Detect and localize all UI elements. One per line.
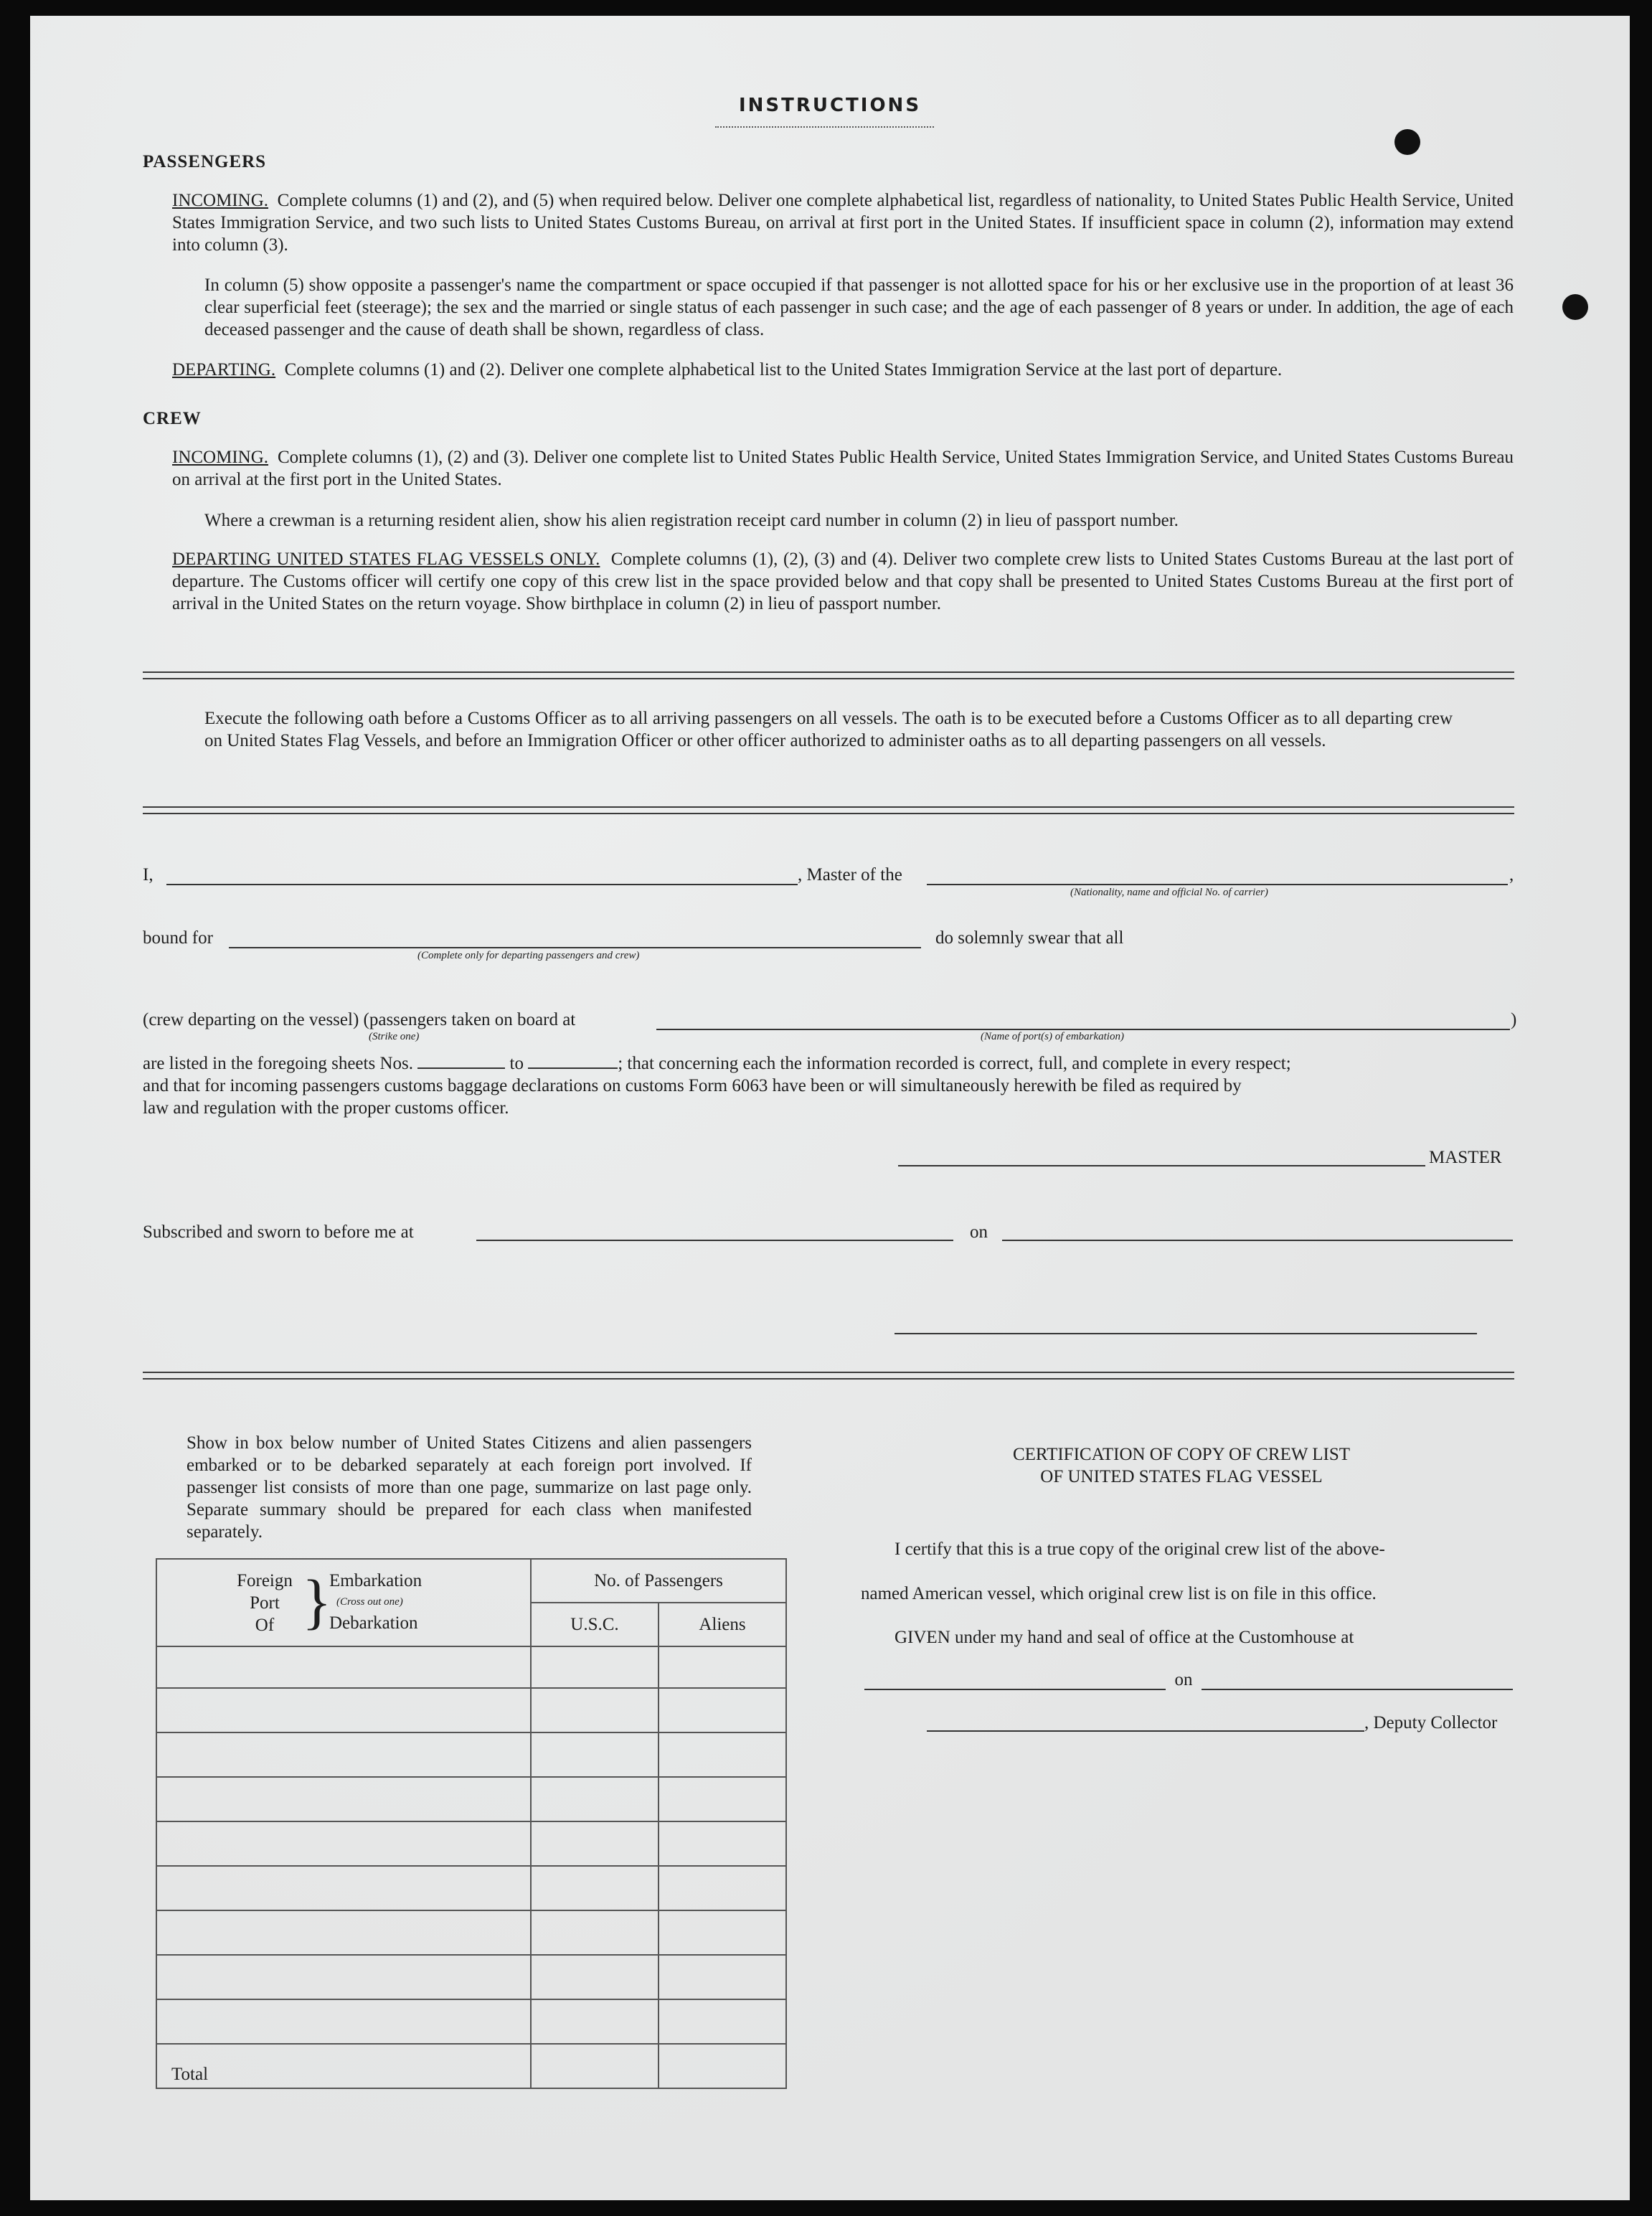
officer-signature-field[interactable] [895,1333,1477,1334]
strike-caption: (Strike one) [369,1031,420,1042]
col-port: Port [250,1593,280,1613]
aliens-cell[interactable] [659,1866,786,1910]
usc-total-cell[interactable] [531,2044,659,2088]
to-label: to [509,1054,524,1073]
instructions-title: INSTRUCTIONS [738,95,922,116]
crew-incoming-paragraph [172,446,1514,491]
certification-date-field[interactable] [1202,1689,1513,1690]
crew-incoming-text: Complete columns (1), (2) and (3). Deliver one complete list to United States Public Health Service, United States Immigration Service, and United States Customs Bureau on arrival at the first port in the United States. [172,448,1514,489]
subscribed-label: Subscribed and sworn to before me at [143,1222,414,1242]
usc-cell[interactable] [531,1777,659,1821]
col-foreign: Foreign [237,1571,293,1590]
aliens-cell[interactable] [659,1821,786,1866]
col-aliens: Aliens [659,1603,786,1646]
ports-caption: (Name of port(s) of embarkation) [981,1031,1124,1042]
total-row-label: Total [156,2044,531,2088]
crew-incoming-label: INCOMING. [172,448,269,467]
crew-heading: CREW [143,409,202,428]
crew-departing-label: DEPARTING UNITED STATES FLAG VESSELS ONLY. [172,550,600,569]
punch-hole-right [1562,294,1588,320]
port-cell[interactable] [156,1999,531,2044]
col-usc: U.S.C. [531,1603,659,1646]
col-embarkation: Embarkation [329,1571,423,1590]
vessel-field[interactable] [927,884,1508,885]
passengers-departing-label: DEPARTING. [172,360,276,379]
certification-title-line-1: CERTIFICATION OF COPY OF CREW LIST [1012,1445,1351,1464]
bound-for-label: bound for [143,928,213,948]
passengers-incoming-paragraph [172,189,1514,256]
divider-1 [143,671,1514,679]
crew-departing-paragraph [172,548,1514,615]
sworn-place-field[interactable] [476,1240,953,1241]
port-cell[interactable] [156,1866,531,1910]
aliens-cell[interactable] [659,1999,786,2044]
usc-cell[interactable] [531,1910,659,1955]
port-cell[interactable] [156,1910,531,1955]
passengers-incoming-text: Complete columns (1) and (2), and (5) when required below. Deliver one complete alphabetical list, regardless of nationality, to United States Public Health Service, United States Immigration Service, and two such lists to United States Customs Bureau, on arrival at first port in the United States. If insufficient space in column (2), information may extend into column (3). [172,191,1514,255]
usc-cell[interactable] [531,1999,659,2044]
oath-master-of-the: , Master of the [798,865,902,885]
usc-cell[interactable] [531,1646,659,1688]
certify-line-1: I certify that this is a true copy of the original crew list of the above- [895,1540,1385,1559]
deputy-signature-field[interactable] [927,1730,1364,1732]
punch-hole-top [1394,129,1420,155]
usc-cell[interactable] [531,1821,659,1866]
port-cell[interactable] [156,1732,531,1777]
aliens-cell[interactable] [659,1646,786,1688]
title-underline [715,126,934,128]
divider-3 [143,1372,1514,1380]
port-column-header [156,1559,531,1646]
bound-for-field[interactable] [229,947,921,948]
crew-departing-text: Complete columns (1), (2), (3) and (4). Deliver two complete crew lists to United States Customs Bureau at the last port of departure. The Customs officer will certify one copy of this crew list in the space provided below and that copy shall be presented to United States Customs Bureau at the first port of arrival in the United States on the return voyage. Show birthplace in column (2) in lieu of passport number. [172,550,1514,613]
crew-passengers-text: (crew departing on the vessel) (passengers taken on board at [143,1010,576,1029]
passenger-summary-table [156,1558,787,2089]
passengers-departing-text: Complete columns (1) and (2). Deliver one complete alphabetical list to the United States Immigration Service at the last port of departure. [284,360,1283,379]
oath-comma: , [1509,865,1514,885]
aliens-total-cell[interactable] [659,2044,786,2088]
brace-symbol: } [302,1567,332,1636]
close-paren: ) [1511,1010,1517,1029]
certify-line-2: named American vessel, which original crew list is on file in this office. [861,1584,1377,1603]
port-cell[interactable] [156,1646,531,1688]
col-cross-out: (Cross out one) [336,1596,403,1608]
oath-intro: Execute the following oath before a Customs Officer as to all arriving passengers on all vessels. The oath is to be executed before a Customs Officer as to all departing crew on United States Flag Vessels, and before an Immigration Officer or other officer authorized to administer oaths as to all departing passengers on all vessels. [204,709,1453,750]
col-of: Of [255,1616,275,1635]
listed-label: are listed in the foregoing sheets Nos. [143,1054,413,1073]
certification-on-label: on [1174,1670,1193,1689]
aliens-cell[interactable] [659,1688,786,1732]
listed-line-3: law and regulation with the proper customs officer. [143,1098,509,1118]
oath-i-label: I, [143,865,154,885]
sworn-on-label: on [970,1222,988,1242]
port-cell[interactable] [156,1955,531,1999]
divider-2 [143,806,1514,814]
sheet-from-field[interactable] [417,1067,505,1069]
master-name-field[interactable] [166,884,798,885]
master-signature-field[interactable] [898,1165,1425,1166]
aliens-cell[interactable] [659,1732,786,1777]
swear-text: do solemnly swear that all [935,928,1124,948]
passengers-departing-paragraph [172,359,1514,381]
usc-cell[interactable] [531,1866,659,1910]
col-no-passengers: No. of Passengers [531,1559,786,1603]
certification-title-line-2: OF UNITED STATES FLAG VESSEL [1040,1467,1323,1486]
embarkation-ports-field[interactable] [656,1029,1510,1030]
usc-cell[interactable] [531,1955,659,1999]
listed-line-2: and that for incoming passengers customs baggage declarations on customs Form 6063 have been or will simultaneously herewith be filed as required by [143,1076,1242,1095]
master-label: MASTER [1429,1148,1502,1167]
sworn-date-field[interactable] [1002,1240,1513,1241]
customhouse-field[interactable] [864,1689,1166,1690]
passengers-column5-paragraph: In column (5) show opposite a passenger's name the compartment or space occupied if that passenger is not allotted space for his or her exclusive use in the proportion of at least 36 clear superficial feet (steerage); the sex and the married or single status of each passenger in such case; and the age of each passenger of 8 years or under. In addition, the age of each deceased passenger and the cause of death shall be shown, regardless of class. [204,275,1514,339]
sheet-to-field[interactable] [528,1067,618,1069]
aliens-cell[interactable] [659,1777,786,1821]
aliens-cell[interactable] [659,1955,786,1999]
given-text: GIVEN under my hand and seal of office at the Customhouse at [895,1628,1354,1647]
passengers-incoming-label: INCOMING. [172,191,269,210]
port-cell[interactable] [156,1821,531,1866]
listed-rest: ; that concerning each the information recorded is correct, full, and complete in every respect; [618,1054,1291,1073]
col-debarkation: Debarkation [329,1613,418,1633]
passengers-heading: PASSENGERS [143,152,267,171]
port-cell[interactable] [156,1777,531,1821]
usc-cell[interactable] [531,1732,659,1777]
departing-caption: (Complete only for departing passengers and crew) [417,950,640,961]
summary-instructions: Show in box below number of United States Citizens and alien passengers embarked or to be debarked separately at each foreign port involved. If passenger list consists of more than one page, summarize on last page only. Separate summary should be prepared for each class when manifested separately. [187,1433,752,1542]
listed-line-1 [143,1052,1291,1075]
aliens-cell[interactable] [659,1910,786,1955]
nationality-caption: (Nationality, name and official No. of carrier) [1070,887,1268,898]
usc-cell[interactable] [531,1688,659,1732]
port-cell[interactable] [156,1688,531,1732]
deputy-collector-label: , Deputy Collector [1364,1713,1498,1732]
form-sheet [30,16,1630,2200]
crew-resident-paragraph: Where a crewman is a returning resident alien, show his alien registration receipt card number in column (2) in lieu of passport number. [204,511,1179,530]
